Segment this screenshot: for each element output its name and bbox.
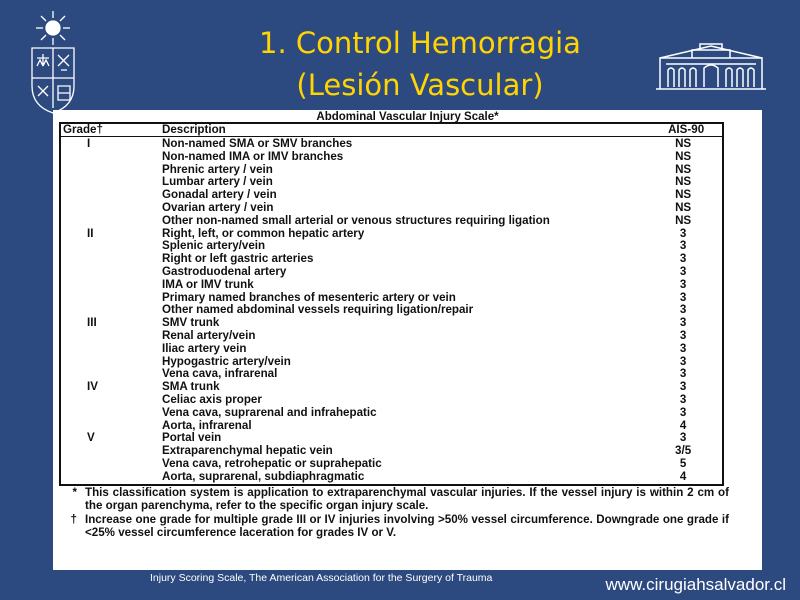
ais-cell: NS — [675, 213, 692, 227]
description-cell: Other non-named small arterial or venous structures requiring ligation — [161, 213, 550, 227]
grade-cell — [60, 189, 147, 202]
table-row — [60, 368, 723, 381]
footnote-mark: † — [70, 513, 77, 527]
grade-cell — [60, 420, 147, 433]
table-row — [60, 240, 723, 253]
table-header-row — [60, 123, 723, 137]
description-cell: Ovarian artery / vein — [161, 200, 274, 214]
description-cell: Non-named IMA or IMV branches — [161, 149, 344, 163]
grade-cell — [60, 407, 147, 420]
ais-cell: NS — [675, 149, 692, 163]
ais-cell: 3 — [679, 354, 687, 368]
description-cell: Extraparenchymal hepatic vein — [161, 444, 333, 458]
grade-cell — [60, 215, 147, 228]
grade-cell — [60, 368, 147, 381]
grade-cell — [60, 304, 147, 317]
table-row — [60, 279, 723, 292]
description-cell: SMV trunk — [161, 316, 220, 330]
ais-cell: 3 — [679, 252, 687, 266]
ais-cell: 3 — [679, 239, 687, 253]
grade-cell — [60, 445, 147, 458]
grade-cell: IV — [87, 380, 98, 394]
table-row — [60, 164, 723, 177]
grade-cell — [60, 458, 147, 471]
grade-cell — [60, 164, 147, 177]
grade-cell — [60, 394, 147, 407]
grade-cell — [60, 292, 147, 305]
grade-cell — [60, 202, 147, 215]
ais-cell: 3/5 — [675, 444, 692, 458]
description-cell: Aorta, suprarenal, subdiaphragmatic — [161, 469, 365, 483]
table-row — [60, 471, 723, 485]
ais-cell: 3 — [679, 226, 687, 240]
ais-cell: 4 — [679, 418, 687, 432]
slide-title-line-2: (Lesión Vascular) — [296, 68, 544, 102]
table-row — [60, 330, 723, 343]
description-cell: Vena cava, suprarenal and infrahepatic — [161, 405, 377, 419]
description-cell: Vena cava, retrohepatic or suprahepatic — [161, 456, 382, 470]
ais-cell: 3 — [679, 264, 687, 278]
ais-cell: 3 — [679, 367, 687, 381]
ais-cell: NS — [675, 137, 692, 150]
footnotes — [59, 487, 729, 541]
ais-cell: 3 — [679, 405, 687, 419]
ais-cell: 3 — [679, 392, 687, 406]
ais-cell: 3 — [679, 341, 687, 355]
grade-cell — [60, 253, 147, 266]
grade-cell — [60, 330, 147, 343]
column-header-grade: Grade† — [60, 123, 147, 137]
scale-title: Abdominal Vascular Injury Scale* — [316, 111, 499, 123]
footnote — [59, 487, 729, 512]
grade-cell — [60, 471, 147, 485]
footnote-mark: * — [72, 486, 77, 499]
table-row — [60, 432, 723, 445]
grade-cell — [60, 356, 147, 369]
table-row — [60, 189, 723, 202]
table-row — [60, 215, 723, 228]
source-caption: Injury Scoring Scale, The American Association for the Surgery of Trauma — [150, 572, 493, 584]
ais-cell: NS — [675, 188, 692, 202]
description-cell: Primary named branches of mesenteric artery or vein — [161, 290, 456, 304]
slide-title — [140, 22, 700, 106]
footnote — [59, 514, 729, 539]
column-header-description: Description — [147, 123, 644, 137]
description-cell: Portal vein — [161, 431, 222, 445]
table-row — [60, 420, 723, 433]
table-row — [60, 381, 723, 394]
table-row — [60, 266, 723, 279]
description-cell: Lumbar artery / vein — [161, 175, 273, 189]
description-cell: Non-named SMA or SMV branches — [161, 137, 353, 150]
grade-cell: II — [87, 226, 94, 240]
table-row — [60, 151, 723, 164]
grade-cell: III — [87, 316, 97, 330]
table-row — [60, 458, 723, 471]
ais-cell: 3 — [679, 431, 687, 445]
description-cell: Vena cava, infrarenal — [161, 367, 278, 381]
description-cell: Right, left, or common hepatic artery — [161, 226, 365, 240]
description-cell: Aorta, infrarenal — [161, 418, 252, 432]
injury-scale-table — [59, 122, 724, 486]
ais-cell: 3 — [679, 328, 687, 342]
grade-cell: V — [87, 431, 95, 445]
table-row — [60, 253, 723, 266]
description-cell: Celiac axis proper — [161, 392, 262, 406]
ais-cell: NS — [675, 175, 692, 189]
website-url: www.cirugiahsalvador.cl — [605, 575, 786, 594]
slide-title-line-1: 1. Control Hemorragia — [259, 26, 581, 60]
description-cell: Hypogastric artery/vein — [161, 354, 291, 368]
ais-cell: 3 — [679, 290, 687, 304]
grade-cell: I — [87, 137, 91, 150]
table-row — [60, 394, 723, 407]
table-row — [60, 317, 723, 330]
description-cell: Splenic artery/vein — [161, 239, 266, 253]
table-row — [60, 407, 723, 420]
grade-cell — [60, 343, 147, 356]
description-cell: IMA or IMV trunk — [161, 277, 254, 291]
grade-cell — [60, 279, 147, 292]
ais-cell: 5 — [679, 456, 687, 470]
footnote-text: This classification system is application to extraparenchymal vascular injuries. If the vessel injury is within 2 cm of the organ parenchyma, refer to the specific organ injury scale. — [85, 486, 729, 512]
description-cell: Right or left gastric arteries — [161, 252, 314, 266]
footnote-text: Increase one grade for multiple grade III or IV injuries involving >50% vessel circumference. Downgrade one grade if <25% vessel circumference laceration for grades IV or V. — [85, 513, 729, 539]
grade-cell — [60, 266, 147, 279]
ais-cell: NS — [675, 162, 692, 176]
grade-cell — [60, 240, 147, 253]
column-header-ais: AIS-90 — [644, 123, 723, 137]
table-row — [60, 343, 723, 356]
description-cell: Renal artery/vein — [161, 328, 256, 342]
university-crest-logo — [24, 8, 82, 116]
table-row — [60, 445, 723, 458]
table-row — [60, 304, 723, 317]
description-cell: SMA trunk — [161, 380, 220, 394]
ais-cell: 3 — [679, 380, 687, 394]
injury-scale-document — [53, 110, 762, 570]
table-row — [60, 176, 723, 189]
ais-cell: NS — [675, 200, 692, 214]
table-row — [60, 228, 723, 241]
hospital-building-logo — [652, 40, 770, 92]
ais-cell: 3 — [679, 277, 687, 291]
table-row — [60, 356, 723, 369]
description-cell: Gastroduodenal artery — [161, 264, 287, 278]
ais-cell: 3 — [679, 316, 687, 330]
description-cell: Phrenic artery / vein — [161, 162, 273, 176]
grade-cell — [60, 176, 147, 189]
description-cell: Iliac artery vein — [161, 341, 247, 355]
description-cell: Gonadal artery / vein — [161, 188, 277, 202]
ais-cell: 3 — [679, 303, 687, 317]
table-row — [60, 202, 723, 215]
description-cell: Other named abdominal vessels requiring ligation/repair — [161, 303, 474, 317]
table-body — [60, 137, 723, 485]
table-row — [60, 137, 723, 151]
ais-cell: 4 — [679, 469, 687, 483]
grade-cell — [60, 151, 147, 164]
